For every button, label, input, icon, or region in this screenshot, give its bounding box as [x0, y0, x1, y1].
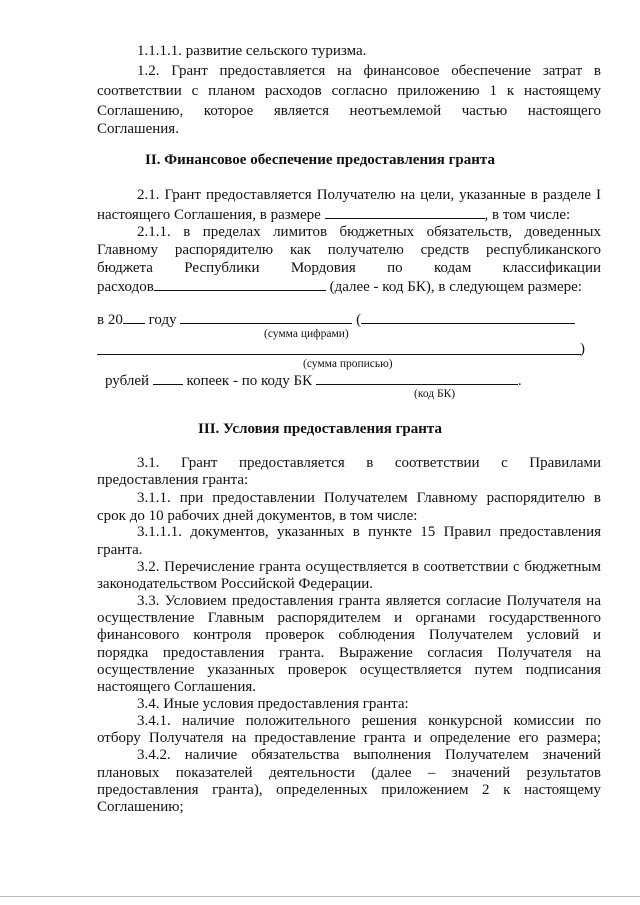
paragraph-line: соответствии с планом расходов согласно приложению 1 к настоящему: [97, 83, 601, 99]
paragraph-line: финансового контроля проверок соблюдения Получателем условий и: [97, 627, 601, 643]
section-heading-3: III. Условия предоставления гранта: [198, 421, 442, 437]
paragraph-line: порядка предоставления гранта. Выражение согласия Получателя на: [97, 645, 601, 661]
paragraph-line: 1.2. Грант предоставляется на финансовое обеспечение затрат в: [137, 63, 601, 79]
line-text: , в том числе:: [484, 207, 571, 223]
section-heading-2: II. Финансовое обеспечение предоставления гранта: [145, 152, 495, 168]
paragraph-line: 3.2. Перечисление гранта осуществляется в соответствии с бюджетным: [137, 559, 601, 575]
paragraph-line: Главному распорядителю как получателю средств республиканского: [97, 242, 601, 258]
grant-amount-blank: [325, 204, 485, 219]
paragraph-line: 2.1. Грант предоставляется Получателю на цели, указанные в разделе I: [137, 187, 601, 203]
paragraph-line: 3.1.1.1. документов, указанных в пункте 15 Правил предоставления: [137, 524, 601, 540]
line-text: настоящего Соглашения, в размере: [97, 207, 321, 223]
paragraph-line: 3.4.1. наличие положительного решения конкурсной комиссии по: [137, 713, 601, 729]
sum-words-blank: [97, 354, 581, 355]
paragraph-line: 3.1. Грант предоставляется в соответствии с Правилами: [137, 455, 601, 471]
paragraph-line: 3.1.1. при предоставлении Получателем Главному распорядителю в: [137, 490, 601, 506]
line-text: рублей: [105, 373, 150, 389]
bk-code-blank: [316, 370, 518, 385]
sum-words-blank-start: [361, 309, 575, 324]
paragraph-line: гранта.: [97, 542, 143, 558]
paragraph-line: настоящего Соглашения.: [97, 679, 257, 695]
paragraph-line: 3.4. Иные условия предоставления гранта:: [137, 696, 409, 712]
paragraph-line: осуществление указанных проверок осуществляется путем подписания: [97, 662, 601, 678]
paragraph-line: предоставления гранта), определенных приложением 2 к настоящему: [97, 782, 601, 798]
paragraph-line: 3.4.2. наличие обязательства выполнения Получателем значений: [137, 747, 601, 763]
year-blank: [123, 309, 145, 324]
paragraph-line: Соглашению;: [97, 799, 184, 815]
line-text: (: [356, 312, 362, 328]
caption-bk-code: (код БК): [414, 388, 456, 400]
paragraph-line: предоставления гранта:: [97, 472, 249, 488]
sum-digits-blank: [180, 309, 352, 324]
paragraph-line: осуществление Главным распорядителем и органами государственного: [97, 610, 601, 626]
rubles-blank: [153, 370, 183, 385]
page-bottom-edge: [0, 896, 640, 897]
paragraph-line: 3.3. Условием предоставления гранта является согласие Получателя на: [137, 593, 601, 609]
paragraph-line: отбору Получателя на предоставление гранта и определение его размера;: [97, 730, 601, 746]
line-text: расходов: [97, 279, 154, 295]
paragraph-line: бюджета Республики Мордовия по кодам классификации: [97, 260, 601, 276]
paragraph-line: Соглашению, которое является неотъемлемой частью настоящего: [97, 103, 601, 119]
line-text: копеек - по коду БК: [186, 373, 313, 389]
expense-code-blank: [154, 276, 326, 291]
paragraph-line: срок до 10 рабочих дней документов, в том числе:: [97, 508, 418, 524]
line-text: (далее - код БК), в следующем размере:: [329, 279, 582, 295]
paragraph-line: 1.1.1.1. развитие сельского туризма.: [137, 43, 367, 59]
caption-sum-words: (сумма прописью): [303, 358, 393, 370]
bk-line: [105, 370, 601, 391]
paragraph-line: законодательством Российской Федерации.: [97, 576, 374, 592]
line-text: в 20: [97, 312, 123, 328]
line-text: году: [148, 312, 177, 328]
paragraph-line: Соглашения.: [97, 121, 179, 137]
amount-line: [97, 309, 601, 330]
line-text: .: [517, 373, 522, 389]
paragraph-line: 2.1.1. в пределах лимитов бюджетных обязательств, доведенных: [137, 224, 601, 240]
caption-sum-digits: (сумма цифрами): [264, 328, 349, 340]
paragraph-line: плановых показателей деятельности (далее – значений результатов: [97, 765, 601, 781]
paragraph-line: [97, 276, 601, 297]
closing-paren: ): [580, 341, 585, 357]
